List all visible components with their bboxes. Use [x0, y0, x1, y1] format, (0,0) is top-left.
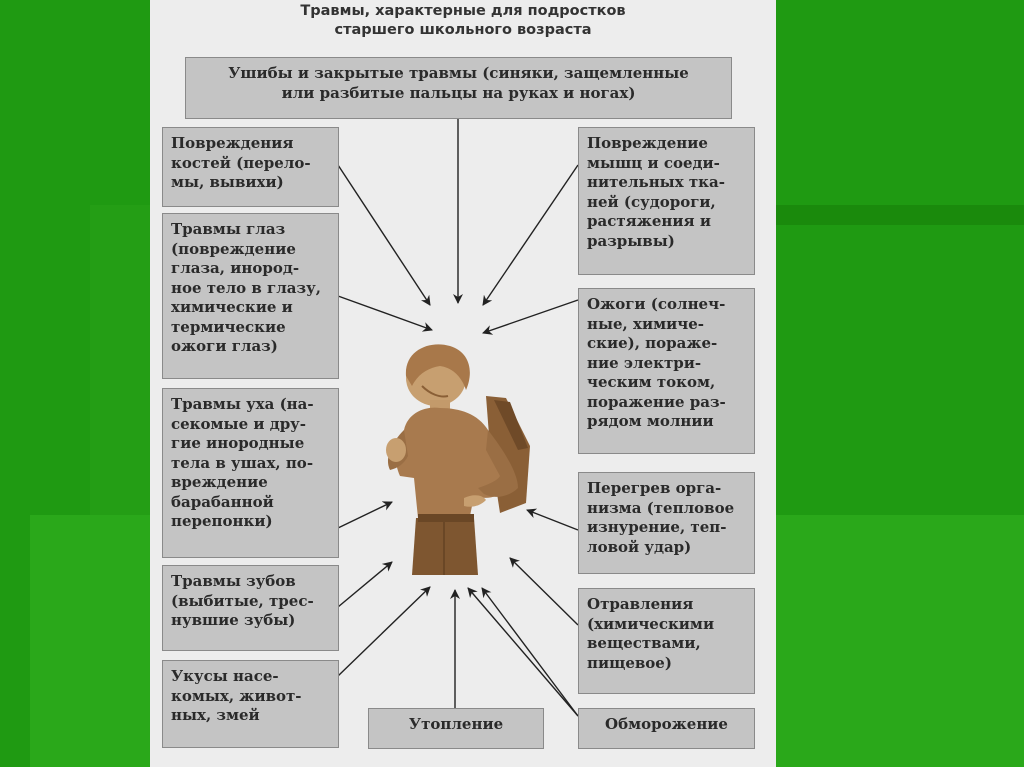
- box-burns: [578, 288, 755, 454]
- box-line: ные, химиче-: [587, 314, 704, 333]
- box-line: костей (перело-: [171, 153, 311, 172]
- box-drowning: [368, 708, 544, 749]
- box-line: (химическими: [587, 614, 715, 633]
- box-line: Травмы зубов: [171, 572, 296, 590]
- box-line: (повреждение: [171, 239, 296, 258]
- box-drowning-label: Утопление: [408, 715, 504, 733]
- box-line: Травмы глаз: [171, 220, 286, 238]
- box-line: ние электри-: [587, 353, 702, 372]
- box-line: пищевое): [587, 653, 672, 672]
- box-line: рядом молнии: [587, 412, 714, 430]
- box-line: Повреждение: [587, 134, 708, 152]
- box-line: веществами,: [587, 634, 701, 652]
- arrow-muscles: [483, 165, 578, 305]
- box-line: тела в ушах, по-: [171, 453, 314, 472]
- arrow-bones: [338, 165, 430, 305]
- box-line: Повреждения: [171, 134, 294, 152]
- box-line: ческим током,: [587, 373, 716, 391]
- box-poisoning: [578, 588, 755, 694]
- box-line: Обморожение: [605, 715, 728, 733]
- box-line: поражение раз-: [587, 392, 726, 411]
- box-eye-injuries: [162, 213, 339, 379]
- title-line-1: Травмы, характерные для подростков: [300, 3, 626, 19]
- arrow-bites: [338, 587, 430, 676]
- box-bruises: [185, 57, 732, 119]
- box-line: растяжения и: [587, 212, 711, 230]
- box-bruises-line-1: Ушибы и закрытые травмы (синяки, защемленные: [228, 64, 689, 82]
- box-line: мы, вывихи): [171, 173, 284, 191]
- box-overheating: [578, 472, 755, 574]
- box-line: химические и: [171, 298, 293, 316]
- box-line: Отравления: [587, 595, 694, 613]
- box-line: ней (судороги,: [587, 192, 716, 211]
- box-line: (выбитые, трес-: [171, 591, 314, 610]
- title-line-2: старшего школьного возраста: [334, 22, 592, 38]
- box-line: Укусы насе-: [171, 667, 279, 685]
- box-line: Перегрев орга-: [587, 479, 722, 497]
- teenager-figure-icon: [378, 338, 543, 575]
- arrow-frostbite-1: [482, 588, 578, 716]
- box-line: термические: [171, 317, 286, 336]
- box-bruises-line-2: или разбитые пальцы на руках и ногах): [281, 83, 636, 102]
- box-line: ловой удар): [587, 537, 692, 556]
- box-line: изнурение, теп-: [587, 518, 727, 536]
- box-line: Травмы уха (на-: [171, 395, 314, 413]
- box-line: комых, живот-: [171, 686, 302, 705]
- box-line: Ожоги (солнеч-: [587, 295, 726, 313]
- arrow-eyes: [338, 296, 432, 330]
- box-bites: [162, 660, 339, 748]
- box-frostbite: [578, 708, 755, 749]
- box-line: перепонки): [171, 512, 273, 530]
- box-line: глаза, инород-: [171, 259, 300, 277]
- box-line: низма (тепловое: [587, 498, 735, 517]
- box-line: ное тело в глазу,: [171, 278, 321, 297]
- box-line: ных, змей: [171, 706, 260, 724]
- box-line: вреждение: [171, 473, 268, 491]
- box-line: ожоги глаз): [171, 337, 278, 355]
- box-line: мышц и соеди-: [587, 153, 720, 172]
- box-line: ские), пораже-: [587, 334, 718, 352]
- box-bone-injuries: [162, 127, 339, 207]
- arrow-frostbite-2: [468, 588, 578, 716]
- box-ear-injuries: [162, 388, 339, 558]
- box-muscle-injuries: [578, 127, 755, 275]
- arrow-burns: [483, 300, 578, 333]
- box-line: гие инородные: [171, 434, 305, 452]
- box-line: секомые и дру-: [171, 414, 307, 433]
- box-line: нувшие зубы): [171, 611, 296, 629]
- box-line: разрывы): [587, 231, 675, 250]
- box-line: нительных тка-: [587, 173, 725, 191]
- box-teeth-injuries: [162, 565, 339, 651]
- box-line: барабанной: [171, 492, 274, 511]
